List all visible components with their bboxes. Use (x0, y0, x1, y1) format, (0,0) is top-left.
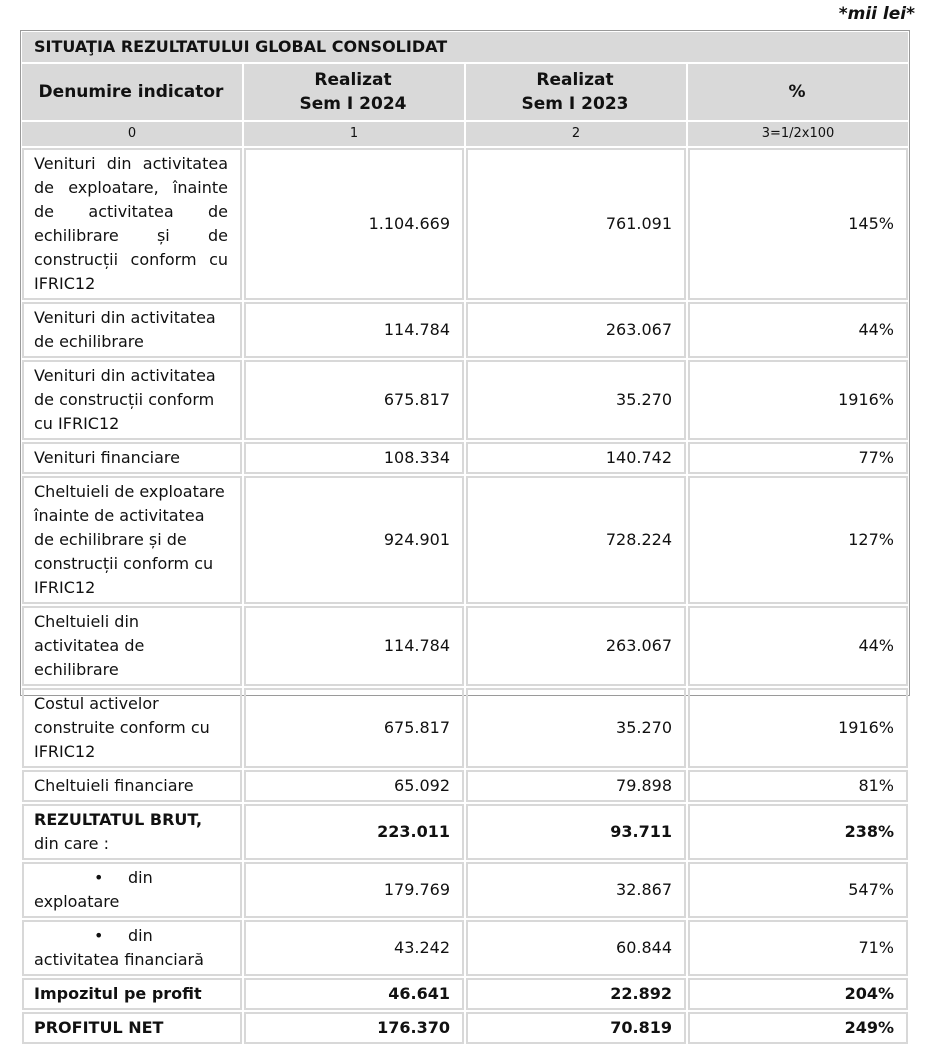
table-row (22, 978, 908, 1010)
table-row (22, 442, 908, 474)
row-value-2023: 93.711 (466, 804, 686, 860)
row-name: Cheltuieli din activitatea de echilibrare (22, 606, 242, 686)
header-col2-line2: Sem I 2023 (521, 94, 629, 114)
row-value-2023: 263.067 (466, 606, 686, 686)
row-value-2024: 675.817 (244, 360, 464, 440)
table-row (22, 688, 908, 768)
row-percent: 127% (688, 476, 908, 604)
row-name (22, 804, 242, 860)
row-percent: 71% (688, 920, 908, 976)
row-value-2024: 46.641 (244, 978, 464, 1010)
row-value-2024: 1.104.669 (244, 148, 464, 300)
row-name-suffix: din care : (34, 834, 109, 853)
row-name: Costul activelor construite conform cu IFRIC12 (22, 688, 242, 768)
row-name-text: din exploatare (34, 868, 153, 911)
row-name-strong: REZULTATUL BRUT, (34, 810, 203, 829)
row-name: PROFITUL NET (22, 1012, 242, 1044)
row-value-2023: 35.270 (466, 688, 686, 768)
table-row (22, 770, 908, 802)
row-value-2023: 761.091 (466, 148, 686, 300)
table-row (22, 360, 908, 440)
table-title-row (22, 32, 908, 62)
table-row (22, 804, 908, 860)
row-name: Venituri din activitatea de echilibrare (22, 302, 242, 358)
row-name: Cheltuieli financiare (22, 770, 242, 802)
row-name-text: din activitatea financiară (34, 926, 204, 969)
row-value-2024: 114.784 (244, 606, 464, 686)
row-value-2024: 65.092 (244, 770, 464, 802)
row-percent: 249% (688, 1012, 908, 1044)
row-value-2024: 114.784 (244, 302, 464, 358)
row-value-2023: 60.844 (466, 920, 686, 976)
row-name (22, 920, 242, 976)
row-percent: 44% (688, 606, 908, 686)
row-name (22, 862, 242, 918)
table-row (22, 302, 908, 358)
row-value-2024: 675.817 (244, 688, 464, 768)
row-value-2023: 32.867 (466, 862, 686, 918)
row-value-2023: 263.067 (466, 302, 686, 358)
table-row (22, 920, 908, 976)
header-col2-line1: Realizat (536, 70, 614, 90)
row-value-2023: 22.892 (466, 978, 686, 1010)
row-percent: 77% (688, 442, 908, 474)
index-cell-3: 3=1/2x100 (688, 122, 908, 146)
row-name: Venituri financiare (22, 442, 242, 474)
row-value-2023: 140.742 (466, 442, 686, 474)
table-row (22, 606, 908, 686)
row-name: Cheltuieli de exploatare înainte de activitatea de echilibrare și de construcții conform cu IFRIC12 (22, 476, 242, 604)
row-percent: 238% (688, 804, 908, 860)
index-cell-1: 1 (244, 122, 464, 146)
header-name: Denumire indicator (22, 64, 242, 120)
row-percent: 547% (688, 862, 908, 918)
row-percent: 145% (688, 148, 908, 300)
row-percent: 1916% (688, 688, 908, 768)
row-value-2024: 43.242 (244, 920, 464, 976)
row-name: Impozitul pe profit (22, 978, 242, 1010)
table-row (22, 1012, 908, 1044)
index-row (22, 122, 908, 146)
index-cell-2: 2 (466, 122, 686, 146)
table-row (22, 476, 908, 604)
row-value-2023: 70.819 (466, 1012, 686, 1044)
row-value-2024: 924.901 (244, 476, 464, 604)
row-value-2023: 79.898 (466, 770, 686, 802)
row-value-2023: 728.224 (466, 476, 686, 604)
header-row (22, 64, 908, 120)
row-name: Venituri din activitatea de construcții conform cu IFRIC12 (22, 360, 242, 440)
row-value-2024: 179.769 (244, 862, 464, 918)
row-percent: 44% (688, 302, 908, 358)
header-col3: % (688, 64, 908, 120)
row-percent: 204% (688, 978, 908, 1010)
row-value-2024: 108.334 (244, 442, 464, 474)
row-name: Venituri din activitatea de exploatare, înainte de activitatea de echilibrare și de construcții conform cu IFRIC12 (22, 148, 242, 300)
bullet-icon: • (94, 926, 104, 945)
row-value-2024: 176.370 (244, 1012, 464, 1044)
row-percent: 1916% (688, 360, 908, 440)
table-row (22, 148, 908, 300)
income-statement-table (20, 30, 910, 1046)
header-col1 (244, 64, 464, 120)
bullet-icon: • (94, 868, 104, 887)
row-value-2024: 223.011 (244, 804, 464, 860)
row-percent: 81% (688, 770, 908, 802)
header-col1-line1: Realizat (314, 70, 392, 90)
header-col1-line2: Sem I 2024 (299, 94, 407, 114)
table-row (22, 862, 908, 918)
table-title: SITUAŢIA REZULTATULUI GLOBAL CONSOLIDAT (22, 32, 908, 62)
unit-label: *mii lei* (838, 4, 915, 24)
header-col2 (466, 64, 686, 120)
index-cell-0: 0 (22, 122, 242, 146)
row-value-2023: 35.270 (466, 360, 686, 440)
